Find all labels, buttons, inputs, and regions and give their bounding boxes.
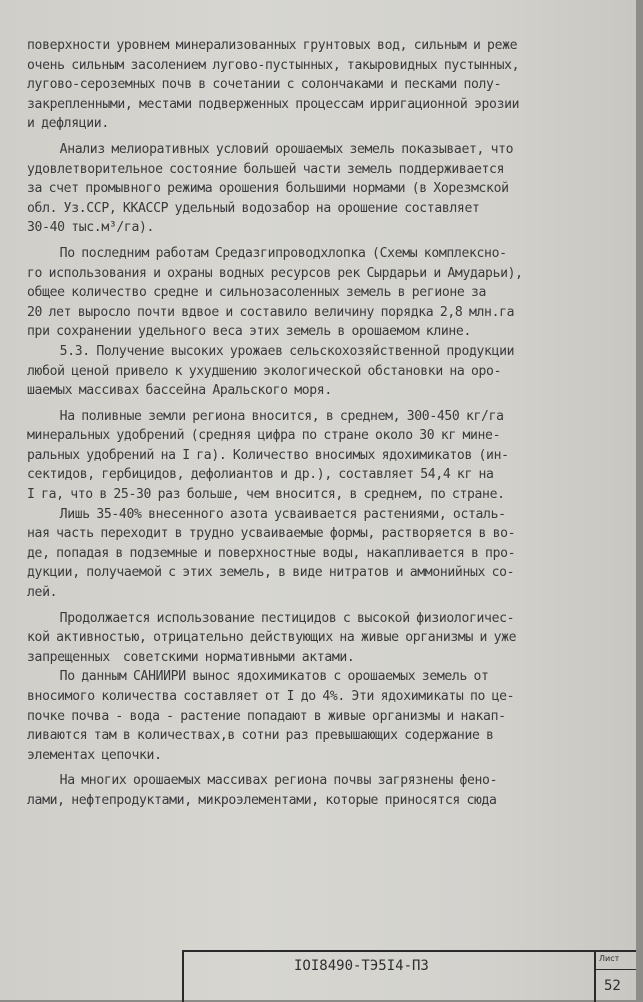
- text-line: Лишь 35-40% внесенного азота усваивается растениями, осталь-: [27, 506, 506, 522]
- text-line: вносимого количества составляет от I до 4%. Эти ядохимикаты по це-: [27, 689, 515, 704]
- text-line: 20 лет выросло почти вдвое и составило величину порядка 2,8 млн.га: [27, 304, 515, 320]
- text-line: минеральных удобрений (средняя цифра по стране около 30 кг мине-: [27, 428, 501, 444]
- document-code: IOI8490-ТЭ5I4-ПЗ: [294, 958, 429, 974]
- text-line: общее количество средне и сильнозасоленных земель в регионе за: [27, 285, 487, 301]
- text-line: лугово-сероземных почв в сочетании с солончаками и песками полу-: [27, 77, 502, 93]
- text-line: обл. Уз.ССР, ККАССР удельный водозабор на орошение составляет: [27, 200, 480, 216]
- text-line: почке почва - вода - растение попадают в живые организмы и накап-: [27, 708, 506, 724]
- text-line: Анализ мелиоративных условий орошаемых земель показывает, что: [27, 141, 514, 157]
- text-line: и дефляции.: [27, 116, 109, 132]
- sheet-label: Лист: [599, 954, 620, 963]
- text-line: 30-40 тыс.м³/га).: [27, 220, 155, 236]
- title-block: [182, 950, 636, 1002]
- text-line: сектидов, гербицидов, дефолиантов и др.), составляет 54,4 кг на: [27, 467, 494, 483]
- sheet-box: [594, 952, 636, 1002]
- text-line: го использования и охраны водных ресурсов рек Сырдарьи и Амударьи),: [27, 265, 523, 281]
- text-line: По данным САНИИРИ вынос ядохимикатов с орошаемых земель от: [27, 669, 489, 685]
- text-line: На многих орошаемых массивах региона почвы загрязнены фено-: [27, 773, 498, 789]
- text-line: элементах цепочки.: [27, 747, 162, 763]
- text-line: закрепленными, местами подверженных процессам ирригационной эрозии: [27, 96, 520, 112]
- text-line: По последним работам Средазгипроводхлопка (Схемы комплексно-: [27, 245, 507, 261]
- text-line: поверхности уровнем минерализованных грунтовых вод, сильным и реже: [27, 38, 518, 53]
- body-text: [27, 36, 625, 811]
- text-line: любой ценой привело к ухудшению экологической обстановки на оро-: [27, 363, 502, 379]
- text-line: запрещенных советскими нормативными актами.: [27, 649, 355, 665]
- text-line: лами, нефтепродуктами, микроэлементами, которые приносятся сюда: [27, 792, 497, 808]
- text-line: шаемых массивах бассейна Аральского моря.: [27, 383, 332, 399]
- text-line: I га, что в 25-30 раз больше, чем вносится, в среднем, по стране.: [27, 487, 505, 503]
- text-line: кой активностью, отрицательно действующих на живые организмы и уже: [27, 630, 517, 646]
- text-line: удовлетворительное состояние большей части земель поддерживается: [27, 161, 505, 177]
- text-line: На поливные земли региона вносится, в среднем, 300-450 кг/га: [27, 408, 504, 424]
- sheet-divider: [596, 969, 636, 970]
- text-line: 5.3. Получение высоких урожаев сельскохозяйственной продукции: [27, 343, 515, 359]
- text-line: ная часть переходит в трудно усваиваемые формы, растворяется в во-: [27, 526, 516, 542]
- text-line: дукции, получаемой с этих земель, в виде нитратов и аммонийных со-: [27, 565, 515, 581]
- text-line: при сохранении удельного веса этих земель в орошаемом клине.: [27, 324, 471, 340]
- text-line: ральных удобрений на I га). Количество вносимых ядохимикатов (ин-: [27, 447, 509, 463]
- text-line: ливаются там в количествах,в сотни раз превышающих содержание в: [27, 728, 494, 744]
- text-line: лей.: [27, 585, 58, 601]
- text-line: Продолжается использование пестицидов с высокой физиологичес-: [27, 610, 515, 626]
- page-number: 52: [604, 978, 621, 994]
- text-line: очень сильным засолением лугово-пустынных, такыровидных пустынных,: [27, 57, 520, 73]
- text-line: за счет промывного режима орошения большими нормами (в Хорезмской: [27, 181, 509, 197]
- text-line: де, попадая в подземные и поверхностные воды, накапливается в про-: [27, 545, 516, 561]
